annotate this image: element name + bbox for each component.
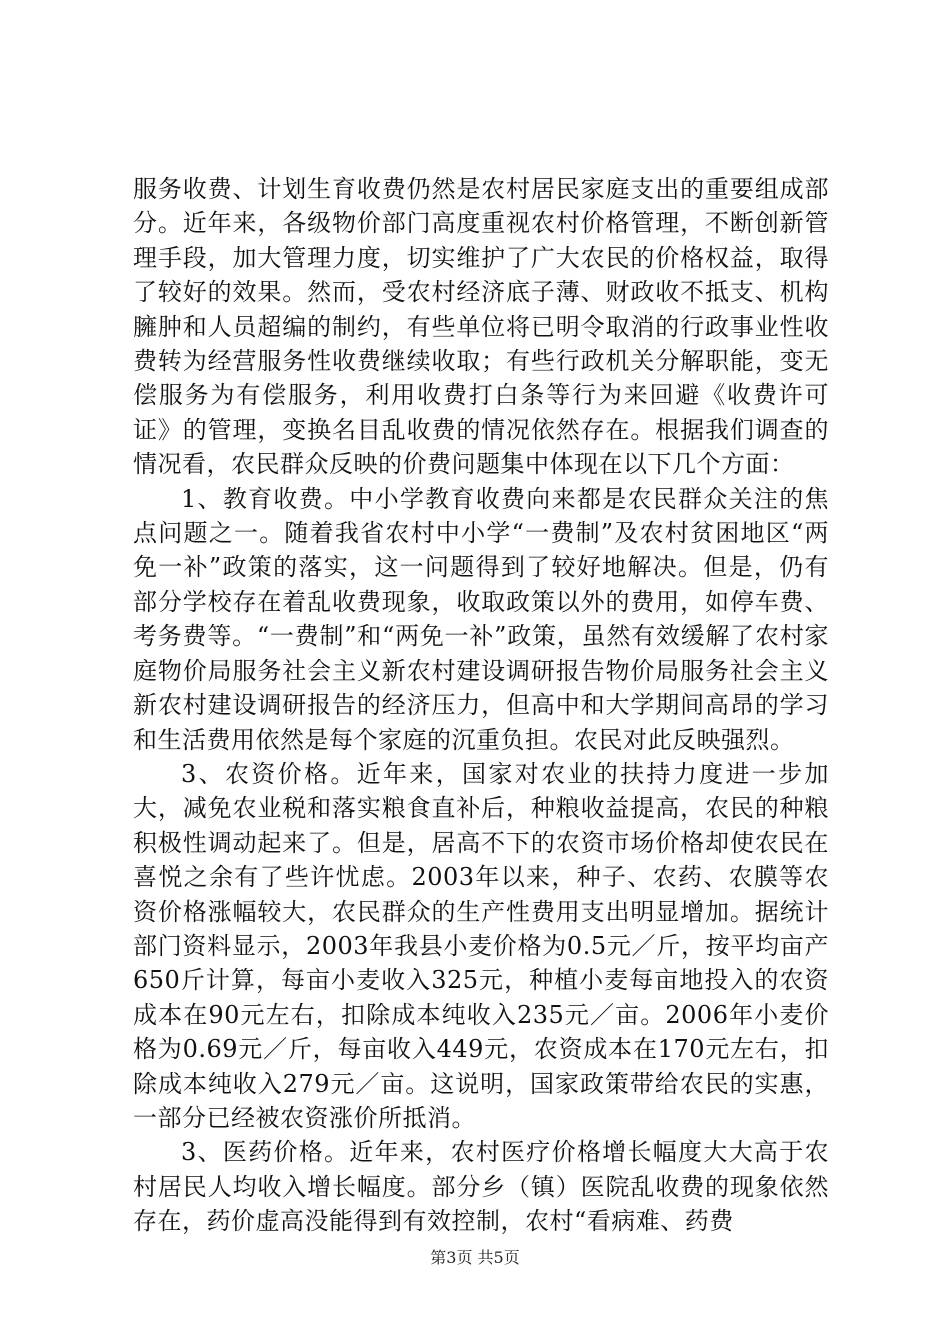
page-number-footer: 第3页 共5页: [430, 1248, 520, 1267]
paragraph-intro: 服务收费、计划生育收费仍然是农村居民家庭支出的重要组成部分。近年来，各级物价部门高度重视农村价格管理，不断创新管理手段，加大管理力度，切实维护了广大农民的价格权益，取得了较好的效果。然而，受农村经济底子薄、财政收不抵支、机构臃肿和人员超编的制约，有些单位将已明令取消的行政事业性收费转为经营服务性收费继续收取；有些行政机关分解职能，变无偿服务为有偿服务，利用收费打白条等行为来回避《收费许可证》的管理，变换名目乱收费的情况依然存在。根据我们调查的情况看，农民群众反映的价费问题集中体现在以下几个方面：: [133, 175, 829, 479]
paragraph-education-fees: 1、教育收费。中小学教育收费向来都是农民群众关注的焦点问题之一。随着我省农村中小学“一费制”及农村贫困地区“两免一补”政策的落实，这一问题得到了较好地解决。但是，仍有部分学校存在着乱收费现象，收取政策以外的费用，如停车费、考务费等。“一费制”和“两免一补”政策，虽然有效缓解了农村家庭物价局服务社会主义新农村建设调研报告物价局服务社会主义新农村建设调研报告的经济压力，但高中和大学期间高昂的学习和生活费用依然是每个家庭的沉重负担。农民对此反映强烈。: [133, 484, 829, 754]
paragraph-agricultural-prices: 3、农资价格。近年来，国家对农业的扶持力度进一步加大，减免农业税和落实粮食直补后，种粮收益提高，农民的种粮积极性调动起来了。但是，居高不下的农资市场价格却使农民在喜悦之余有了些许忧虑。2003年以来，种子、农药、农膜等农资价格涨幅较大，农民群众的生产性费用支出明显增加。据统计部门资料显示，2003年我县小麦价格为0.5元／斤，按平均亩产650斤计算，每亩小麦收入325元，种植小麦每亩地投入的农资成本在90元左右，扣除成本纯收入235元／亩。2006年小麦价格为0.69元／斤，每亩收入449元，农资成本在170元左右，扣除成本纯收入279元／亩。这说明，国家政策带给农民的实惠，一部分已经被农资涨价所抵消。: [133, 759, 829, 1132]
paragraph-medical-prices: 3、医药价格。近年来，农村医疗价格增长幅度大大高于农村居民人均收入增长幅度。部分乡（镇）医院乱收费的现象依然存在，药价虚高没能得到有效控制，农村“看病难、药费: [133, 1138, 829, 1236]
document-body: [133, 172, 829, 1239]
